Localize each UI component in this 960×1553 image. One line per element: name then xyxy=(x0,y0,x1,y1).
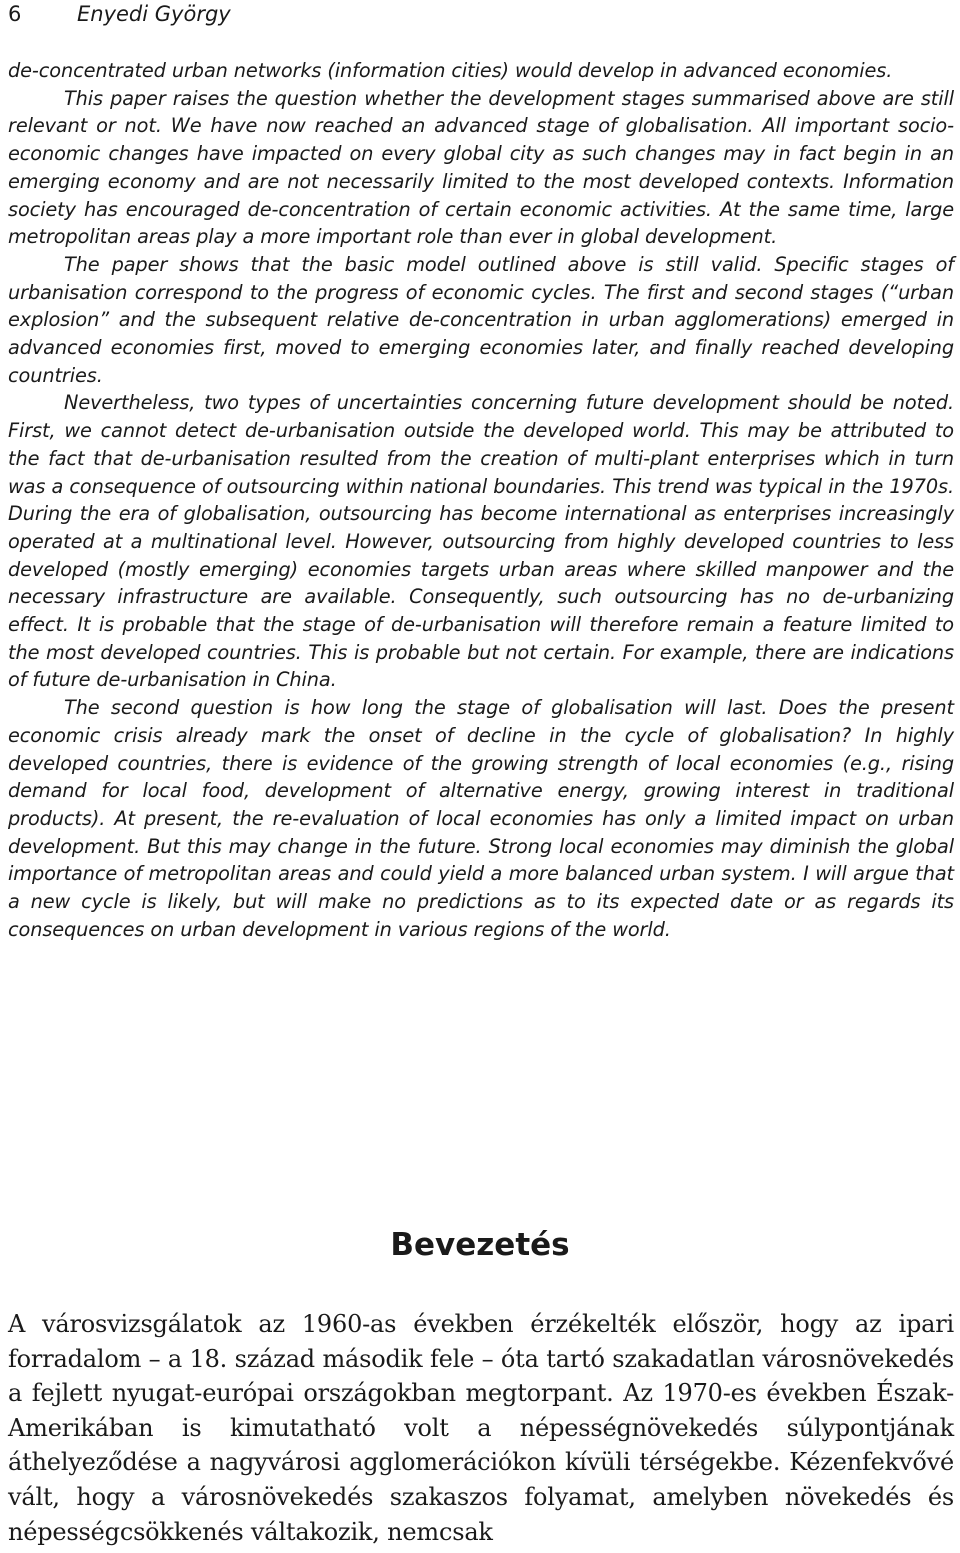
summary-paragraph: This paper raises the question whether the development stages summarised above are still relevant or not. We have now reached an advanced stage of globalisation. All important socio-economic changes have impacted on every global city as such changes may in fact begin in an emerging economy and are not necessarily limited to the most developed contexts. Information society has encouraged de-concentration of certain economic activities. At the same time, large metropolitan areas play a more important role than ever in global development. xyxy=(8,86,954,249)
summary-paragraph-continued: de-concentrated urban networks (information cities) would develop in advanced economies. xyxy=(8,59,893,82)
section-heading: Bevezetés xyxy=(390,1227,570,1263)
section-body xyxy=(8,1307,954,1549)
running-header xyxy=(8,0,231,28)
summary-paragraph: The paper shows that the basic model outlined above is still valid. Specific stages of urbanisation correspond to the progress of economic cycles. The first and second stages (“urban explosion” and the subsequent relative de-concentration in urban agglomerations) emerged in advanced economies first, moved to emerging economies later, and finally reached developing countries. xyxy=(8,252,954,387)
page-number: 6 xyxy=(8,2,22,26)
body-paragraph: A városvizsgálatok az 1960-as években érzékelték először, hogy az ipari forradalom – a 18. század második fele – óta tartó szakadatlan városnövekedés a fejlett nyugat-európai országokban megtorpant. Az 1970-es években Észak-Amerikában is kimutatható volt a népességnövekedés súlypontjának áthelyeződése a nagyvárosi agglomerációkon kívüli térségekbe. Kézenfekvővé vált, hogy a városnövekedés szakaszos folyamat, amelyben növekedés és népességcsökkenés váltakozik, nemcsak xyxy=(8,1310,954,1546)
running-header-author: Enyedi György xyxy=(77,2,231,26)
english-summary xyxy=(8,57,954,944)
summary-paragraph: The second question is how long the stage of globalisation will last. Does the present economic crisis already mark the onset of decline in the cycle of globalisation? In highly developed countries, there is evidence of the growing strength of local economies (e.g., rising demand for local food, development of alternative energy, growing interest in traditional products). At present, the re-evaluation of local economies has only a limited impact on urban development. But this may change in the future. Strong local economies may diminish the global importance of metropolitan areas and could yield a more balanced urban system. I will argue that a new cycle is likely, but will make no predictions as to its expected date or as regards its consequences on urban development in various regions of the world. xyxy=(8,696,954,941)
summary-paragraph: Nevertheless, two types of uncertainties concerning future development should be noted. First, we cannot detect de-urbanisation outside the developed world. This may be attributed to the fact that de-urbanisation resulted from the creation of multi-plant enterprises which in turn was a consequence of outsourcing within national boundaries. This trend was typical in the 1970s. During the era of globalisation, outsourcing has become international as enterprises increasingly operated at a multinational level. However, outsourcing from highly developed countries to less developed (mostly emerging) economies targets urban areas where skilled manpower and the necessary infrastructure are available. Consequently, such outsourcing has no de-urbanizing effect. It is probable that the stage of de-urbanisation will therefore remain a feature limited to the most developed countries. This is probable but not certain. For example, there are indications of future de-urbanisation in China. xyxy=(8,391,954,692)
